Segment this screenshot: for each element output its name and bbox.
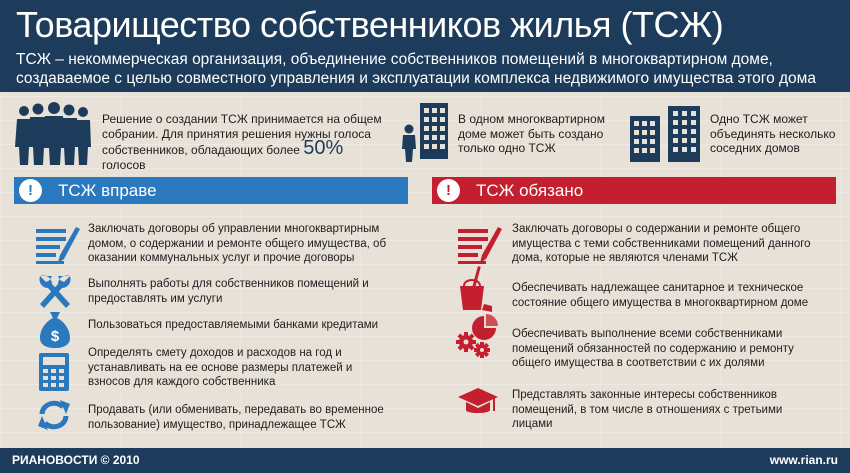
graduation-cap-icon <box>458 386 498 418</box>
percent-highlight: 50% <box>303 137 344 159</box>
people-group-icon <box>14 101 92 165</box>
bucket-mop-icon <box>458 266 494 312</box>
tools-icon <box>36 272 74 310</box>
page-subtitle: ТСЖ – некоммерческая организация, объединение собственников помещений в многоквартирном доме, создаваемое с целью совместного управления и эксплуатации комплекса недвижимого имущества этого дома <box>16 51 816 87</box>
rights-banner <box>14 177 408 204</box>
exchange-arrows-icon <box>36 398 72 432</box>
buildings-icon <box>628 104 704 162</box>
intro-text-3: Одно ТСЖ может объединять несколько соседних домов <box>710 112 836 155</box>
header <box>0 0 850 92</box>
person-building-icon <box>400 101 450 163</box>
exclamation-icon: ! <box>437 179 460 202</box>
page-title: Товарищество собственников жилья (ТСЖ) <box>16 4 724 45</box>
footer-link[interactable]: www.rian.ru <box>769 453 838 467</box>
rights-item: Продавать (или обменивать, передавать во временное пользование) имущество, принадлежащее ТСЖ <box>88 404 384 431</box>
footer <box>0 448 850 473</box>
rights-item: Пользоваться предоставляемыми банками кредитами <box>88 319 379 331</box>
rights-heading: ТСЖ вправе <box>58 181 157 200</box>
duties-banner <box>432 177 836 204</box>
duties-heading: ТСЖ обязано <box>476 181 584 200</box>
footer-credit: РИАНОВОСТИ © 2010 <box>12 453 140 467</box>
calculator-icon <box>38 352 70 392</box>
exclamation-icon: ! <box>19 179 42 202</box>
intro-text-2: В одном многоквартирном доме может быть создано только одно ТСЖ <box>458 112 605 155</box>
gears-chart-icon <box>456 314 498 358</box>
intro-text-1: Решение о создании ТСЖ принимается на общем собрании. Для принятия решения нужны голоса собственников, обладающих более 50% голосов <box>102 112 382 172</box>
document-check-icon <box>456 225 502 265</box>
rights-item: Заключать договоры об управлении многоквартирным домом, о содержании и ремонте общего имущества, об оказании коммунальных услуг и прочие договоры <box>88 223 387 264</box>
duties-item: Заключать договоры о содержании и ремонте общего имущества с теми собственниками помещений данного дома, которые не являются членами ТСЖ <box>512 223 811 264</box>
rights-item: Определять смету доходов и расходов на год и устанавливать на ее основе размеры платежей и взносов для каждого собственника <box>88 347 353 388</box>
duties-item: Обеспечивать надлежащее санитарное и техническое состояние общего имущества в многоквартирном доме <box>512 282 809 309</box>
duties-item: Представлять законные интересы собственников помещений, в том числе в отношениях с третьими лицами <box>512 389 783 430</box>
money-bag-icon <box>40 310 70 348</box>
duties-item: Обеспечивать выполнение всеми собственниками помещений обязанностей по содержанию и ремонту общего имущества в соответствии с их долями <box>512 328 794 369</box>
rights-item: Выполнять работы для собственников помещений и предоставлять им услуги <box>88 278 369 305</box>
document-check-icon <box>34 225 80 265</box>
svg-text:$: $ <box>50 328 60 345</box>
